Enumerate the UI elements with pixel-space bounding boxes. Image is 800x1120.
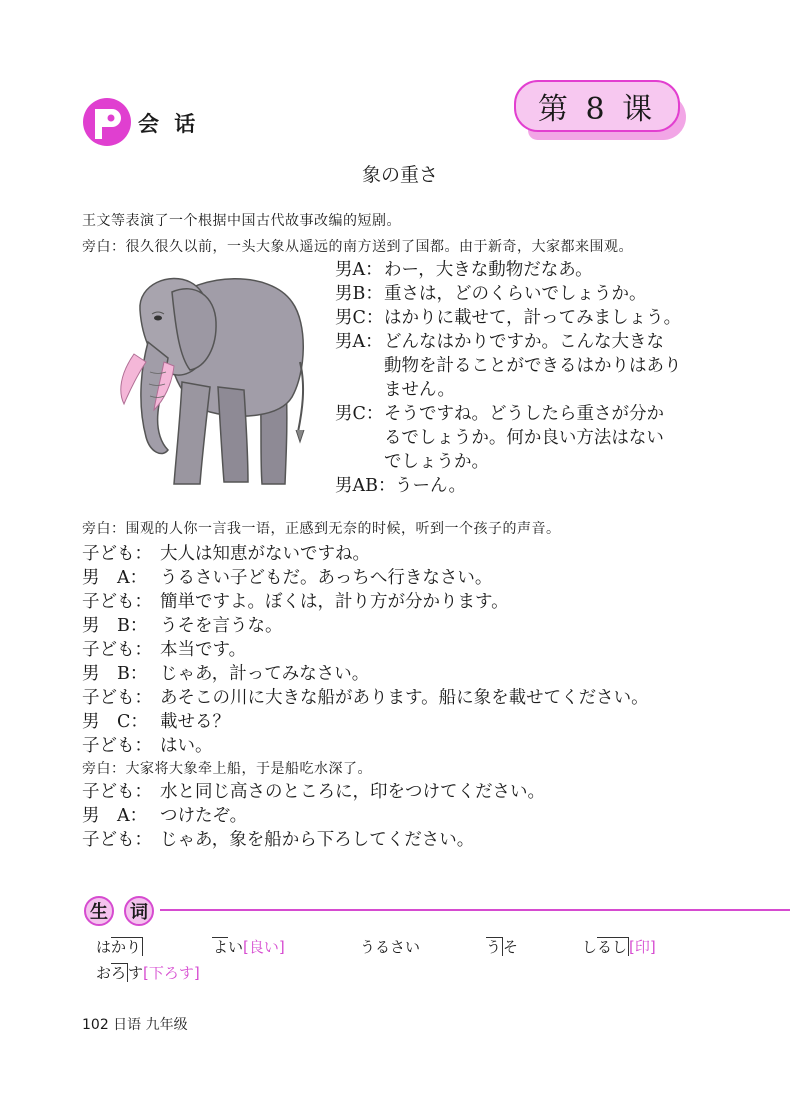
dialog-line: 子ども： 簡単ですよ。ぼくは，計り方が分かります。 [82,592,509,612]
dialog-line: 男C：はかりに載せて，計ってみましょう。 [335,308,682,328]
dialog-line: 男 B： じゃあ，計ってみなさい。 [82,664,370,684]
dialog-line-cont: ません。 [384,380,456,400]
section-badge-icon [82,97,132,147]
vocab-word: う そ [486,938,519,956]
vocab-word: しるし [印] [582,938,656,956]
vocab-word: おろ す[下ろす] [96,964,200,982]
dialog-line: 子ども： あそこの川に大きな船があります。船に象を載せてください。 [82,688,649,708]
vocab-heading-char: 词 [124,896,154,926]
narration-line: 旁白：大家将大象牵上船，于是船吃水深了。 [82,761,372,777]
dialog-line-cont: るでしょうか。何か良い方法はない [384,428,664,448]
narration-line: 旁白：围观的人你一言我一语，正感到无奈的时候，听到一个孩子的声音。 [82,521,561,537]
dialog-line: 子ども： 水と同じ高さのところに，印をつけてください。 [82,782,545,802]
dialog-line: 男AB：うーん。 [335,476,467,496]
dialog-line: 子ども： 本当です。 [82,640,247,660]
dialog-line: 男C：そうですね。どうしたら重さが分か [335,404,664,424]
section-label: 会 话 [138,112,200,136]
narration-line: 旁白：很久很久以前，一头大象从遥远的南方送到了国都。由于新奇，大家都来围观。 [82,239,633,255]
elephant-illustration [110,262,320,492]
lesson-number: 第 8 课 [514,80,680,132]
vocab-heading-char: 生 [84,896,114,926]
dialog-line-cont: 動物を計ることができるはかりはあり [384,356,682,376]
dialog-line: 男 A： つけたぞ。 [82,806,248,826]
dialog-line: 男 C： 載せる？ [82,712,230,732]
dialog-line: 男B：重さは，どのくらいでしょうか。 [335,284,647,304]
intro-line: 王文等表演了一个根据中国古代故事改编的短剧。 [82,213,401,229]
dialog-line: 男 B： うそを言うな。 [82,616,283,636]
vocab-word: はかり [96,938,142,956]
vocab-word: うるさい [360,938,421,956]
dialog-line: 男A：わー，大きな動物だなあ。 [335,260,593,280]
dialog-title: 象の重さ [361,164,438,186]
dialog-line: 男 A： うるさい子どもだ。あっちへ行きなさい。 [82,568,493,588]
dialog-line: 子ども： はい。 [82,736,213,756]
dialog-line-cont: でしょうか。 [384,452,489,472]
vocab-word: よい[良い] [213,938,285,956]
vocab-divider [160,909,790,911]
dialog-line: 子ども： 大人は知恵がないですね。 [82,544,370,564]
dialog-line: 男A：どんなはかりですか。こんな大きな [335,332,664,352]
dialog-line: 子ども： じゃあ，象を船から下ろしてください。 [82,830,475,850]
page-footer: 102 日语 九年级 [82,1017,188,1033]
